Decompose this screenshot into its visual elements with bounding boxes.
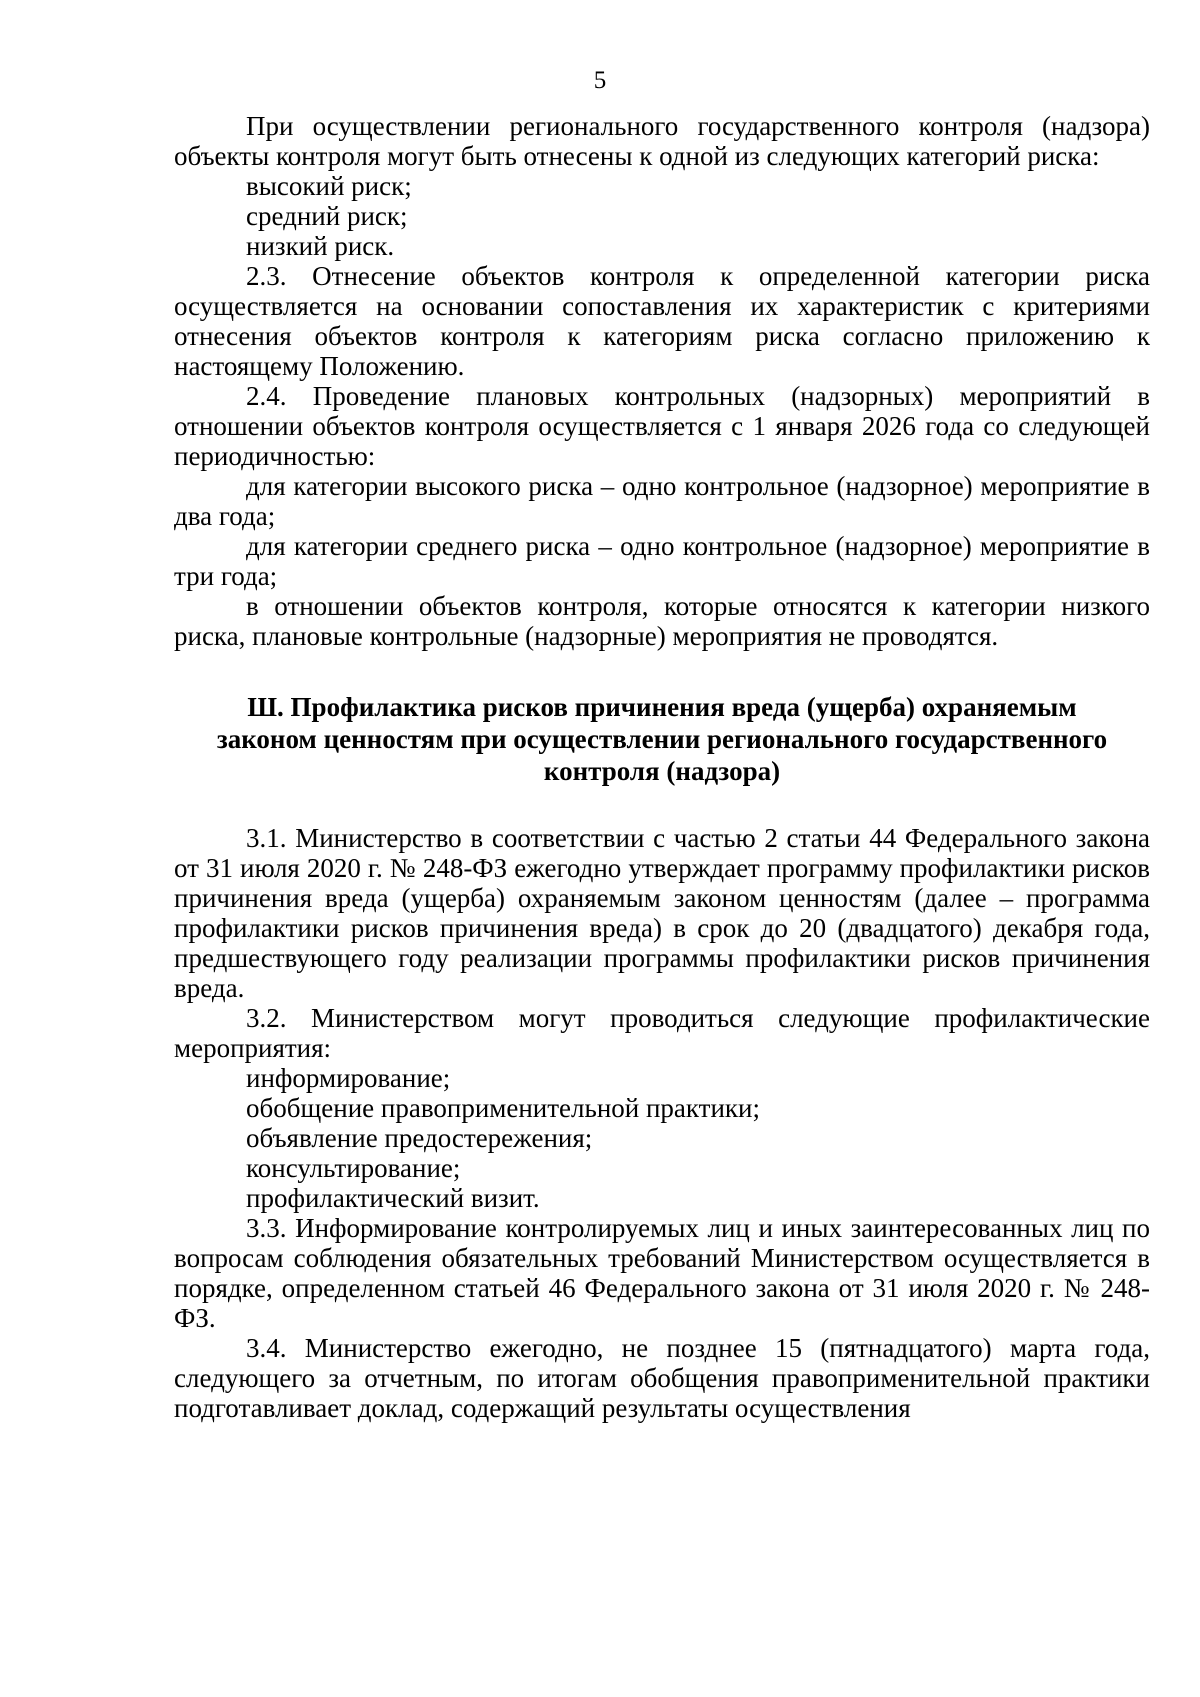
paragraph-low-risk-periodicity: в отношении объектов контроля, которые относятся к категории низкого риска, плановые контрольные (надзорные) мероприятия не проводятся.: [174, 591, 1150, 651]
list-item-informing: информирование;: [246, 1063, 451, 1093]
section-3-heading: [174, 691, 1150, 787]
paragraph-risk-categories-intro: При осуществлении регионального государственного контроля (надзора) объекты контроля могут быть отнесены к одной из следующих категорий риска:: [174, 111, 1150, 171]
list-item-preventive-visit: профилактический визит.: [246, 1183, 540, 1213]
page-number: 5: [593, 67, 607, 94]
section-2-text: [174, 111, 1150, 651]
paragraph-2-3: 2.3. Отнесение объектов контроля к определенной категории риска осуществляется на основании сопоставления их характеристик с критериями отнесения объектов контроля к категориям риска согласно приложению к настоящему Положению.: [174, 261, 1150, 381]
section-3-heading-line-1: Ш. Профилактика рисков причинения вреда (ущерба) охраняемым: [247, 692, 1077, 722]
paragraph-3-4: 3.4. Министерство ежегодно, не позднее 15 (пятнадцатого) марта года, следующего за отчетным, по итогам обобщения правоприменительной практики подготавливает доклад, содержащий результаты осуществления: [174, 1333, 1150, 1423]
paragraph-high-risk-periodicity: для категории высокого риска – одно контрольное (надзорное) мероприятие в два года;: [174, 471, 1150, 531]
paragraph-3-1: 3.1. Министерство в соответствии с частью 2 статьи 44 Федерального закона от 31 июля 2020 г. № 248-ФЗ ежегодно утверждает программу профилактики рисков причинения вреда (ущерба) охраняемым законом ценностям (далее – программа профилактики рисков причинения вреда) в срок до 20 (двадцатого) декабря года, предшествующего году реализации программы профилактики рисков причинения вреда.: [174, 823, 1150, 1003]
document-body: [174, 111, 1150, 1423]
list-item-low-risk: низкий риск.: [246, 231, 395, 261]
list-item-medium-risk: средний риск;: [246, 201, 408, 231]
section-3-heading-line-2: законом ценностям при осуществлении регионального государственного: [216, 724, 1108, 754]
paragraph-2-4: 2.4. Проведение плановых контрольных (надзорных) мероприятий в отношении объектов контроля осуществляется с 1 января 2026 года со следующей периодичностью:: [174, 381, 1150, 471]
list-item-consulting: консультирование;: [246, 1153, 461, 1183]
section-3-heading-line-3: контроля (надзора): [543, 756, 781, 786]
paragraph-medium-risk-periodicity: для категории среднего риска – одно контрольное (надзорное) мероприятие в три года;: [174, 531, 1150, 591]
list-item-warning: объявление предостережения;: [246, 1123, 593, 1153]
section-3-text: [174, 823, 1150, 1423]
list-item-generalization: обобщение правоприменительной практики;: [246, 1093, 760, 1123]
paragraph-3-2: 3.2. Министерством могут проводиться следующие профилактические мероприятия:: [174, 1003, 1150, 1063]
paragraph-3-3: 3.3. Информирование контролируемых лиц и иных заинтересованных лиц по вопросам соблюдения обязательных требований Министерством осуществляется в порядке, определенном статьей 46 Федерального закона от 31 июля 2020 г. № 248-ФЗ.: [174, 1213, 1150, 1333]
list-item-high-risk: высокий риск;: [246, 171, 412, 201]
